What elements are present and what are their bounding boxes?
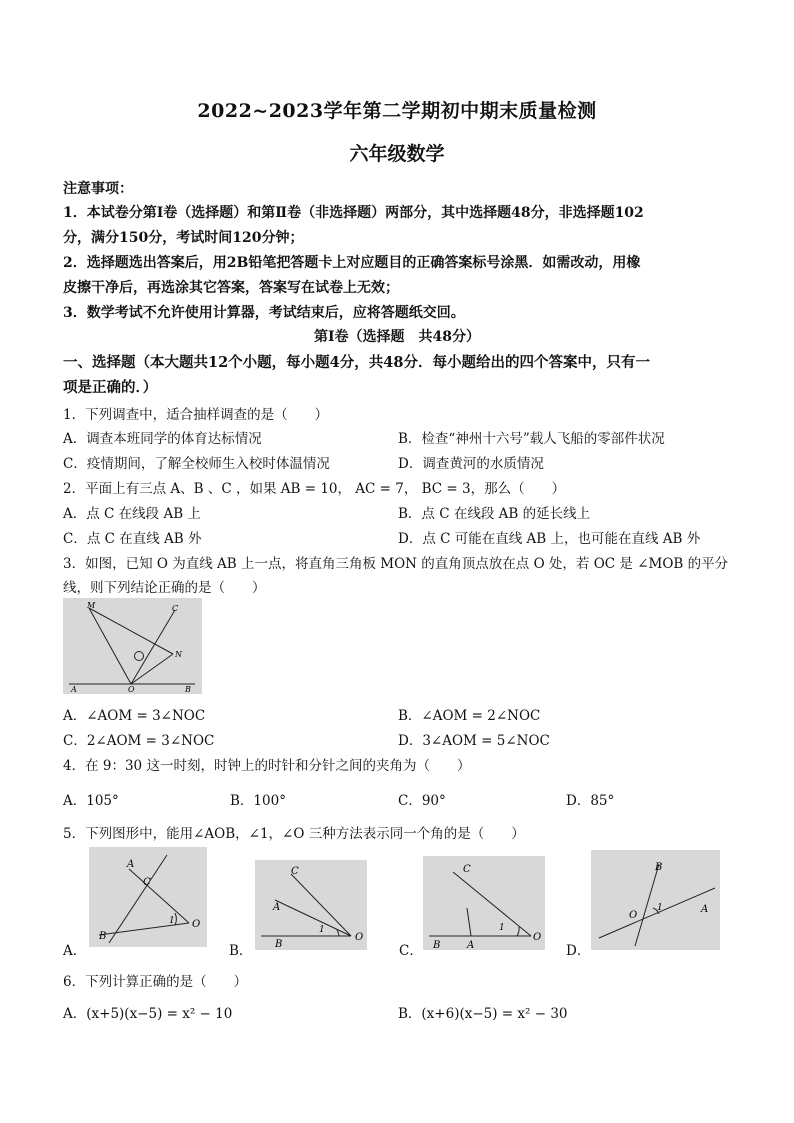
q1-option-b: B．检查“神州十六号”载人飞船的零部件状况 [398, 431, 665, 447]
q4-stem: 4．在 9：30 这一时刻，时钟上的时针和分针之间的夹角为（ ） [63, 758, 471, 774]
q5-option-b: B． [229, 943, 253, 959]
svg-text:B: B [275, 939, 283, 950]
q5-option-a: A． [63, 943, 87, 959]
q3-line-oc [131, 610, 175, 684]
svg-text:B: B [99, 931, 107, 942]
q4-option-d: D．85° [566, 793, 615, 809]
q3-label-c: C [172, 604, 179, 613]
q1-stem: 1．下列调查中，适合抽样调查的是（ ） [63, 407, 329, 423]
note-2a: 2．选择题选出答案后，用2B铅笔把答题卡上对应题目的正确答案标号涂黑．如需改动，用橡 [63, 255, 641, 271]
q1-option-a: A．调查本班同学的体育达标情况 [63, 431, 262, 447]
q3-option-d: D．3∠AOM = 5∠NOC [398, 733, 550, 749]
q5-stem: 5．下列图形中，能用∠AOB，∠1，∠O 三种方法表示同一个角的是（ ） [63, 826, 525, 842]
q3-stem-a: 3．如图，已知 O 为直线 AB 上一点，将直角三角板 MON 的直角顶点放在点 O 处，若 OC 是 ∠MOB 的平分 [63, 556, 729, 572]
q5-figure-b [255, 860, 367, 950]
q3-stem-b: 线，则下列结论正确的是（ ） [63, 580, 266, 596]
svg-text:1: 1 [657, 903, 663, 913]
q2-option-b: B．点 C 在线段 AB 的延长线上 [398, 506, 591, 522]
q5-figure-d [591, 850, 720, 950]
svg-text:C: C [463, 864, 471, 875]
svg-text:A: A [273, 902, 281, 913]
q3-triangle-hole [135, 652, 144, 661]
q5-figure-c [423, 856, 545, 950]
section-title: 第Ⅰ卷（选择题 共48分） [313, 329, 481, 345]
note-2b: 皮擦干净后，再选涂其它答案，答案写在试卷上无效； [63, 280, 399, 296]
note-1a: 1．本试卷分第Ⅰ卷（选择题）和第Ⅱ卷（非选择题）两部分，其中选择题48分，非选择题102 [63, 205, 644, 221]
q3-label-a: A [71, 685, 77, 694]
q5-option-d: D． [566, 943, 591, 959]
svg-text:A: A [127, 859, 135, 870]
q1-option-c: C．疫情期间，了解全校师生入校时体温情况 [63, 456, 330, 472]
svg-text:A: A [701, 904, 709, 915]
q4-option-b: B．100° [230, 793, 286, 809]
svg-text:O: O [192, 919, 201, 930]
svg-text:1: 1 [499, 923, 505, 933]
q3-option-a: A．∠AOM = 3∠NOC [63, 708, 206, 724]
q1-option-d: D．调查黄河的水质情况 [398, 456, 544, 472]
q4-option-a: A．105° [63, 793, 119, 809]
svg-text:O: O [355, 932, 364, 943]
note-3: 3．数学考试不允许使用计算器，考试结束后，应将答题纸交回。 [63, 305, 465, 321]
q4-option-c: C．90° [398, 793, 446, 809]
svg-text:C: C [143, 877, 151, 888]
q3-option-c: C．2∠AOM = 3∠NOC [63, 733, 215, 749]
q3-label-n: N [175, 650, 182, 659]
svg-text:O: O [629, 910, 638, 921]
q5-diagram-b [255, 860, 367, 950]
svg-text:C: C [291, 866, 299, 877]
svg-text:1: 1 [169, 916, 175, 926]
q3-label-m: M [87, 601, 96, 610]
svg-text:A: A [467, 940, 475, 950]
q5-diagram-c [423, 856, 545, 950]
q2-stem: 2．平面上有三点 A、B 、C ，如果 AB = 10， AC = 7， BC = 3，那么（ ） [63, 481, 566, 497]
q2-option-d: D．点 C 可能在直线 AB 上，也可能在直线 AB 外 [398, 531, 701, 547]
q3-label-o: O [128, 685, 135, 694]
q3-figure [63, 598, 202, 694]
exam-subtitle: 六年级数学 [349, 143, 445, 165]
q6-stem: 6．下列计算正确的是（ ） [63, 974, 248, 990]
q5-figure-a [89, 847, 207, 947]
notes-heading: 注意事项： [63, 181, 133, 197]
svg-text:B: B [655, 862, 663, 873]
q6-option-a: A．(x+5)(x−5) = x² − 10 [63, 1006, 233, 1022]
q5-option-c: C． [399, 943, 423, 959]
q3-diagram [63, 598, 202, 694]
q2-option-a: A．点 C 在线段 AB 上 [63, 506, 201, 522]
q6-option-b: B．(x+6)(x−5) = x² − 30 [398, 1006, 568, 1022]
q3-line-on [131, 654, 173, 684]
q5-diagram-a [89, 847, 207, 947]
svg-text:1: 1 [319, 925, 325, 935]
q2-option-c: C．点 C 在直线 AB 外 [63, 531, 202, 547]
exam-title: 2022~2023学年第二学期初中期末质量检测 [197, 100, 597, 122]
q5-diagram-d [591, 850, 720, 950]
section-instructions-b: 项是正确的．） [63, 379, 158, 396]
svg-text:B: B [433, 940, 441, 950]
section-instructions-a: 一、选择题（本大题共12个小题，每小题4分，共48分．每小题给出的四个答案中，只有一 [63, 354, 650, 371]
svg-text:O: O [533, 932, 542, 943]
q3-option-b: B．∠AOM = 2∠NOC [398, 708, 541, 724]
q3-label-b: B [185, 685, 191, 694]
note-1b: 分，满分150分，考试时间120分钟； [63, 230, 304, 246]
